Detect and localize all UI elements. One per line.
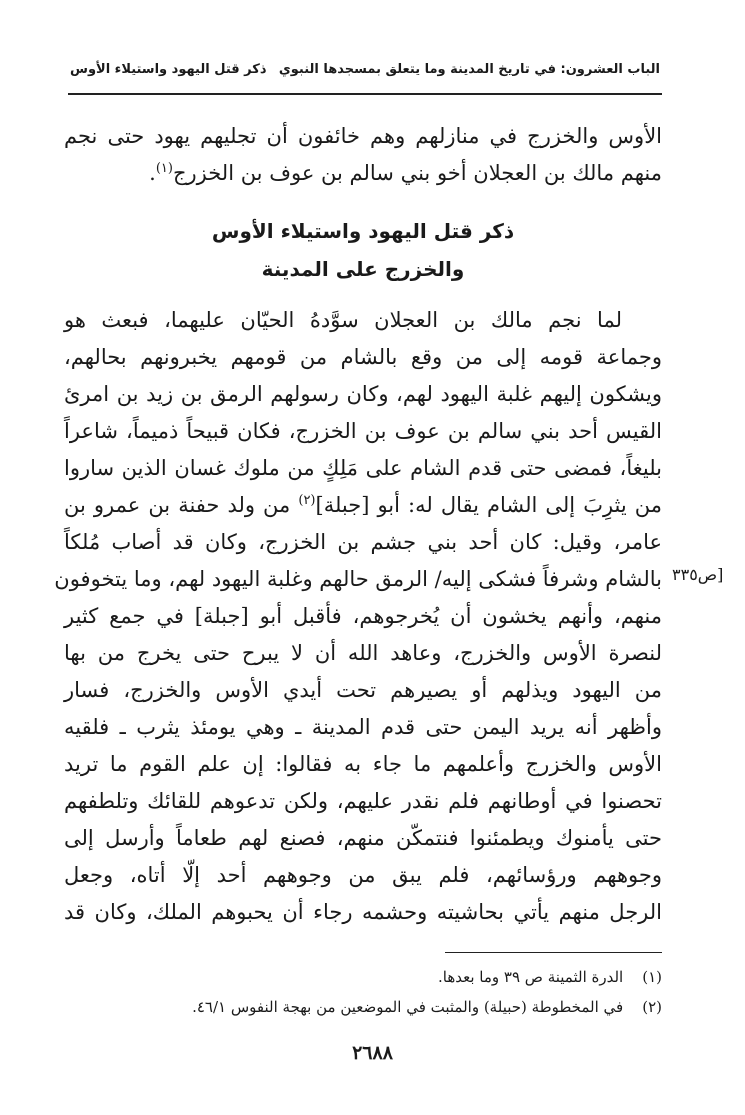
- body-line: وجماعة قومه إلى من وقع بالشام من قومهم يخبرونهم بحالهم،: [64, 345, 662, 369]
- body-line-text: من يثرِبَ إلى الشام يقال له: أبو [جبلة]: [315, 493, 663, 517]
- continuation-paragraph: [64, 118, 662, 192]
- chapter-title: الباب العشرون: في تاريخ المدينة وما يتعلق بمسجدها النبوي: [278, 62, 660, 77]
- section-heading-line: ذكر قتل اليهود واستيلاء الأوس: [211, 219, 515, 243]
- body-line: القيس أحد بني سالم بن عوف بن الخزرج، فكان قبيحاً ذميماً، شاعراً: [64, 419, 662, 443]
- body-line: من اليهود ويذلهم أو يصيرهم تحت أيدي الأوس والخزرج، فسار: [64, 678, 662, 702]
- body-line: وأظهر أنه يريد اليمن حتى قدم المدينة ـ وهي يومئذ يثرب ـ فلقيه: [64, 715, 662, 739]
- body-line: الأوس والخزرج في منازلهم وهم خائفون أن تجليهم يهود حتى نجم: [64, 124, 662, 148]
- body-line: لما نجم مالك بن العجلان سوَّدهُ الحيّان عليهما، فبعث هو: [64, 308, 622, 332]
- page-number: ٢٦٨٨: [352, 1042, 393, 1064]
- footnote-ref[interactable]: (٢): [298, 493, 316, 508]
- section-heading-line: والخزرج على المدينة: [261, 257, 465, 281]
- body-line: بالشام وشرفاً فشكى إليه/ الرمق حالهم وغلبة اليهود لهم، وما يتخوفون: [54, 567, 662, 591]
- section-title: ذكر قتل اليهود واستيلاء الأوس: [70, 62, 267, 77]
- footnote-text: الدرة الثمينة ص ٣٩ وما بعدها.: [437, 968, 624, 986]
- body-line: تحصنوا في أوطانهم فلم نقدر عليهم، ولكن تدعوهم للقائك وتلطفهم: [64, 789, 662, 813]
- header-rule: [68, 93, 662, 95]
- body-line: وجوههم ورؤسائهم، فلم يبق من وجوههم أحد إلّا أتاه، وجعل: [64, 863, 662, 887]
- body-line: منهم، وأنهم يخشون أن يُخرجوهم، فأقبل أبو [جبلة] في جمع كثير: [64, 604, 662, 628]
- body-line-text: منهم مالك بن العجلان أخو بني سالم بن عوف بن الخزرج: [172, 161, 662, 185]
- body-line: ويشكون إليهم غلبة اليهود لهم، وكان رسولهم الرمق بن زيد بن امرئ: [64, 382, 662, 406]
- manuscript-page-marker: [ص٣٣٥: [672, 565, 724, 584]
- body-line: بليغاً، فمضى حتى قدم الشام على مَلِكٍ من ملوك غسان الذين ساروا: [64, 456, 662, 480]
- running-header: [70, 62, 660, 86]
- body-line: [64, 487, 662, 524]
- section-heading: [64, 212, 662, 288]
- body-line: لنصرة الأوس والخزرج، وعاهد الله أن لا يبرح حتى يخرج من بها: [64, 641, 662, 665]
- footnote-rule: [445, 952, 662, 953]
- body-line: الأوس والخزرج وأعلمهم ما جاء به فقالوا: إن علم القوم ما تريد: [64, 752, 662, 776]
- body-line: عامر، وقيل: كان أحد بني جشم بن الخزرج، وكان قد أصاب مُلكاً: [64, 530, 662, 554]
- footnotes: [64, 962, 662, 1022]
- body-line: الرجل منهم يأتي بحاشيته وحشمه رجاء أن يحبوهم الملك، وكان قد: [64, 900, 662, 924]
- body-line: حتى يأمنوك ويطمئنوا فنتمكّن منهم، فصنع لهم طعاماً وأرسل إلى: [64, 826, 662, 850]
- body-line-end: .: [149, 161, 156, 185]
- body-line-text: من ولد حفنة بن عمرو بن: [64, 493, 299, 517]
- footnote-number: (٢): [642, 998, 662, 1016]
- footnote-ref[interactable]: (١): [155, 161, 173, 176]
- body-line: [64, 155, 662, 192]
- footnote: [64, 962, 662, 992]
- footnote: [64, 992, 662, 1022]
- footnote-text: في المخطوطة (حبيلة) والمثبت في الموضعين من بهجة النفوس ٤٦/١.: [192, 998, 624, 1016]
- main-paragraph: [54, 302, 663, 931]
- footnote-number: (١): [642, 968, 662, 986]
